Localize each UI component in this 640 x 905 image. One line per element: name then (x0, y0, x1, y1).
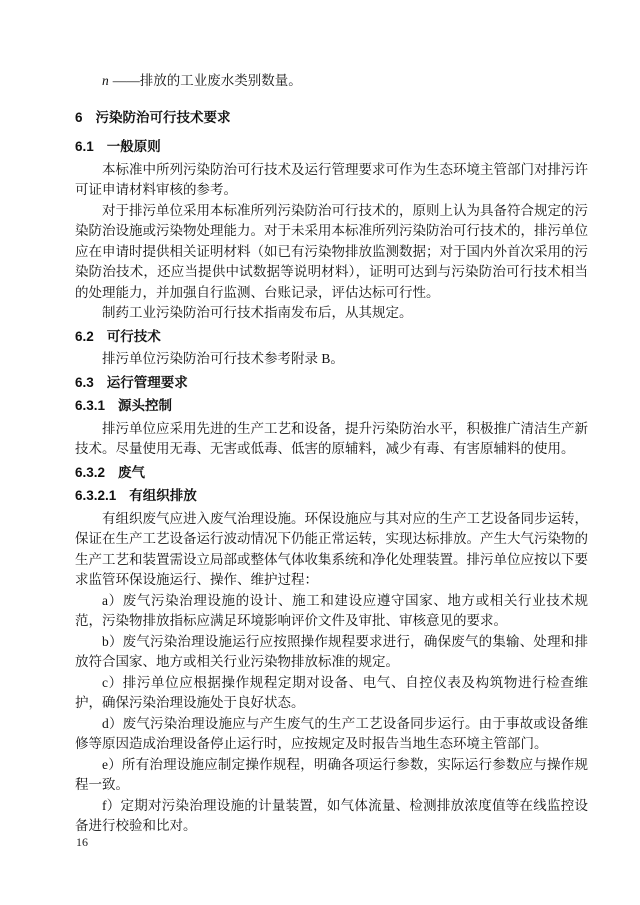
section-heading-6-1 (75, 137, 588, 158)
page-number: 16 (76, 835, 88, 849)
section-6-3-1-title: 源头控制 (118, 398, 173, 413)
section-6-3-number: 6.3 (75, 374, 94, 390)
section-6-3-2-1-number: 6.3.2.1 (75, 488, 117, 503)
section-6-3-1-number: 6.3.1 (75, 398, 106, 413)
section-heading-6-3-2 (75, 463, 588, 484)
list-item-d: d）废气污染治理设施应与产生废气的生产工艺设备同步运行。由于事故或设备维修等原因造成治理设备停止运行时，应按规定及时报告当地生态环境主管部门。 (75, 715, 588, 751)
section-6-3-2-title: 废气 (118, 464, 146, 480)
section-heading-6-3-2-1 (75, 486, 588, 507)
page-content (75, 71, 588, 837)
paragraph-6-1-1: 本标准中所列污染防治可行技术及运行管理要求可作为生态环境主管部门对排污许可证申请材料审核的参考。 (75, 161, 588, 197)
list-item-f: f）定期对污染治理设施的计量装置，如气体流量、检测排放浓度值等在线监控设备进行校验和比对。 (75, 797, 588, 833)
list-item-b: b）废气污染治理设施运行应按照操作规程要求进行，确保废气的集输、处理和排放符合国家、地方或相关行业污染物排放标准的规定。 (75, 633, 588, 669)
section-6-title: 污染防治可行技术要求 (95, 109, 231, 125)
formula-variable: n (102, 73, 109, 88)
section-6-2-title: 可行技术 (106, 328, 161, 344)
section-heading-6 (75, 108, 588, 129)
section-6-3-2-1-title: 有组织排放 (129, 488, 197, 503)
section-6-2-number: 6.2 (75, 328, 94, 344)
section-6-number: 6 (75, 109, 83, 125)
section-6-3-2-number: 6.3.2 (75, 464, 106, 480)
section-6-3-title: 运行管理要求 (106, 374, 188, 390)
section-heading-6-3 (75, 373, 588, 394)
formula-definition-line (75, 71, 588, 92)
formula-description: ——排放的工业废水类别数量。 (112, 73, 302, 88)
paragraph-6-1-3: 制药工业污染防治可行技术指南发布后，从其规定。 (102, 305, 413, 320)
paragraph-6-2-1: 排污单位污染防治可行技术参考附录 B。 (102, 351, 344, 366)
section-heading-6-2 (75, 327, 588, 348)
list-item-c: c）排污单位应根据操作规程定期对设备、电气、自控仪表及构筑物进行检查维护，确保污染治理设施处于良好状态。 (75, 674, 588, 710)
paragraph-6-3-1-1: 排污单位应采用先进的生产工艺和设备，提升污染防治水平，积极推广清洁生产新技术。尽量使用无毒、无害或低毒、低害的原辅料，减少有毒、有害原辅料的使用。 (75, 420, 588, 456)
section-6-1-number: 6.1 (75, 139, 94, 154)
section-6-1-title: 一般原则 (106, 139, 161, 154)
list-item-a: a）废气污染治理设施的设计、施工和建设应遵守国家、地方或相关行业技术规范，污染物排放指标应满足环境影响评价文件及审批、审核意见的要求。 (75, 592, 588, 628)
paragraph-6-1-2: 对于排污单位采用本标准所列污染防治可行技术的，原则上认为具备符合规定的污染防治设施或污染物处理能力。对于未采用本标准所列污染防治可行技术的，排污单位应在申请时提供相关证明材料（如已有污染物排放监测数据；对于国内外首次采用的污染防治技术，还应当提供中试数据等说明材料），证明可达到与污染防治可行技术相当的处理能力，并加强自行监测、台账记录，评估达标可行性。 (75, 202, 588, 300)
section-heading-6-3-1 (75, 396, 588, 417)
list-item-e: e）所有治理设施应制定操作规程，明确各项运行参数，实际运行参数应与操作规程一致。 (75, 756, 588, 792)
paragraph-6-3-2-1-intro: 有组织废气应进入废气治理设施。环保设施应与其对应的生产工艺设备同步运转，保证在生产工艺设备运行波动情况下仍能正常运转，实现达标排放。产生大气污染物的生产工艺和装置需设立局部或整体气体收集系统和净化处理装置。排污单位应按以下要求监管环保设施运行、操作、维护过程： (75, 510, 588, 587)
